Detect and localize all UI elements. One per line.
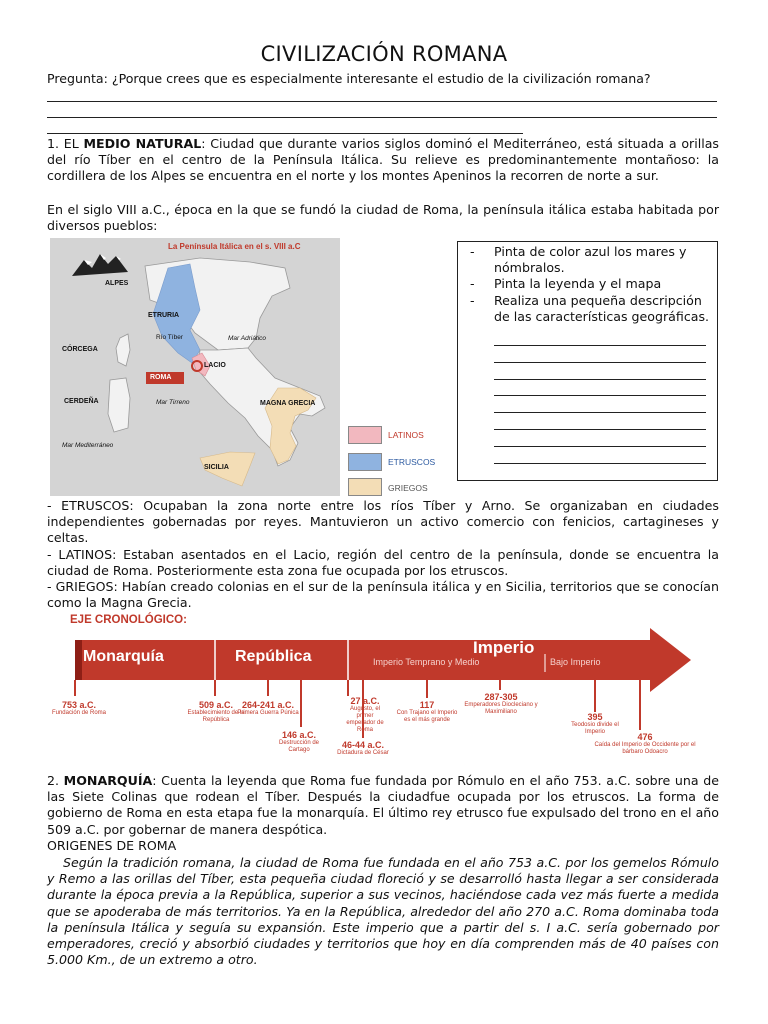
- event-date: 753 a.C.: [61, 700, 97, 710]
- event-desc: Caída del Imperio de Occidente por el bárbaro Odoacro: [594, 742, 696, 755]
- map-label-sicilia: SICILIA: [204, 464, 229, 471]
- timeline-event: [237, 700, 299, 717]
- map-label-cerdena: CERDEÑA: [64, 398, 99, 405]
- sardinia-shape: [108, 378, 130, 432]
- page-title: CIVILIZACIÓN ROMANA: [260, 42, 508, 66]
- period-bajo-imperio: Bajo Imperio: [550, 657, 601, 667]
- answer-line[interactable]: [494, 395, 706, 396]
- timeline-event: [49, 700, 109, 717]
- section-number: 1. EL: [47, 136, 84, 151]
- origenes-heading: ORIGENES DE ROMA: [47, 838, 177, 853]
- event-desc: Dictadura de César: [337, 750, 389, 756]
- period-republica: República: [235, 648, 312, 665]
- latinos-paragraph: - LATINOS: Estaban asentados en el Lacio, región del centro de la península, donde se encuentra la ciudad de Roma. Posteriormente esta zona fue ocupada por los etruscos.: [47, 547, 719, 579]
- map-label-mar-adriatico: Mar Adriático: [228, 335, 267, 342]
- answer-line[interactable]: [494, 345, 706, 346]
- task-item: - Realiza una pequeña descripción de las características geográficas.: [458, 293, 717, 325]
- section-monarquia: [47, 773, 719, 838]
- map-label-alpes: ALPES: [105, 280, 129, 287]
- map-label-lacio: LACIO: [204, 362, 226, 369]
- event-date: 476: [637, 732, 653, 742]
- section-heading: MEDIO NATURAL: [83, 136, 202, 151]
- map-label-mar-mediterraneo: Mar Mediterráneo: [62, 442, 114, 449]
- map-label-corcega: CÓRCEGA: [62, 346, 98, 353]
- etruscos-paragraph: - ETRUSCOS: Ocupaban la zona norte entre los ríos Tíber y Arno. Se organizaban en ciudades independientes gobernadas por reyes. Mantuvieron un activo comercio con fenicios, cartagineses y celtas.: [47, 498, 719, 546]
- section-body: : Ciudad que durante varios siglos dominó el Mediterráneo, está situada a orillas del río Tíber en el centro de la Península Itálica. Su relieve es predominantemente montañoso: la cordillera de los Alpes se encuentra en el norte y los montes Apeninos la recorren de norte a sur.: [47, 136, 719, 184]
- event-desc: Con Trajano el Imperio es el más grande: [396, 710, 458, 723]
- italy-map: [50, 238, 340, 496]
- event-desc: Fundación de Roma: [51, 710, 107, 716]
- answer-line[interactable]: [494, 463, 706, 464]
- answer-line[interactable]: [494, 429, 706, 430]
- answer-line: [47, 117, 717, 118]
- map-label-roma: ROMA: [150, 374, 172, 381]
- answer-line[interactable]: [494, 379, 706, 380]
- event-desc: Teodosio divide el Imperio: [571, 722, 619, 735]
- event-date: 264-241 a.C.: [241, 700, 295, 710]
- event-date: 27 a.C.: [350, 696, 380, 706]
- timeline-event: [337, 740, 389, 757]
- section-medio-natural: [47, 136, 719, 185]
- question-text: Pregunta: ¿Porque crees que es especialmente interesante el estudio de la civilización romana?: [47, 71, 651, 86]
- section-body: : Cuenta la leyenda que Roma fue fundada por Rómulo en el año 753. a.C. sobre una de las Siete Colinas que rodean el Tíber. Después la ciudadfue ocupada por los etruscos. La forma de gobierno de Roma en esta etapa fue la monarquía. El último rey etrusco fue expulsado del trono en el año 509 a.C. por gobernar de manera despótica.: [47, 773, 720, 837]
- event-date: 117: [419, 700, 435, 710]
- answer-line[interactable]: [494, 446, 706, 447]
- section-heading: MONARQUÍA: [63, 773, 153, 788]
- map-legend: [346, 420, 456, 500]
- timeline-event: [593, 732, 697, 756]
- timeline-event: [463, 692, 539, 716]
- event-desc: Primera Guerra Púnica: [237, 710, 299, 716]
- legend-swatch-etruscos: [348, 453, 382, 471]
- legend-label-etruscos: ETRUSCOS: [388, 457, 436, 467]
- period-imperio: Imperio: [473, 638, 535, 657]
- map-title: La Península Itálica en el s. VIII a.C: [168, 242, 301, 251]
- section-number: 2.: [47, 773, 64, 788]
- map-svg: [50, 238, 340, 496]
- task-box: [457, 241, 718, 481]
- timeline: [45, 612, 710, 762]
- griegos-paragraph: - GRIEGOS: Habían creado colonias en el sur de la península itálica y en Sicilia, territorios que se conocían como la Magna Grecia.: [47, 579, 719, 611]
- task-item: - Pinta de color azul los mares y nómbralos.: [458, 244, 717, 276]
- legend-label-griegos: GRIEGOS: [388, 483, 428, 493]
- event-desc: Emperadores Diocleciano y Maximiliano: [464, 702, 538, 715]
- event-desc: Destrucción de Cartago: [278, 740, 320, 753]
- map-label-mar-tirreno: Mar Tirreno: [156, 399, 190, 406]
- event-date: 509 a.C.: [198, 700, 234, 710]
- event-date: 287-305: [484, 692, 518, 702]
- paragraph-pueblos: En el siglo VIII a.C., época en la que se fundó la ciudad de Roma, la península itálica estaba habitada por diversos pueblos:: [47, 202, 719, 234]
- event-desc: Establecimiento de la República: [187, 710, 245, 723]
- timeline-event: [345, 696, 385, 734]
- event-date: 146 a.C.: [281, 730, 317, 740]
- timeline-event: [395, 700, 459, 724]
- period-monarquia: Monarquía: [83, 648, 164, 665]
- period-imperio-temprano: Imperio Temprano y Medio: [373, 657, 480, 667]
- timeline-event: [269, 730, 329, 754]
- answer-line: [47, 101, 717, 102]
- answer-line[interactable]: [494, 362, 706, 363]
- task-item: - Pinta la leyenda y el mapa: [458, 276, 717, 292]
- origenes-paragraph: Según la tradición romana, la ciudad de Roma fue fundada en el año 753 a.C. por los gemelos Rómulo y Remo a las orillas del Tíber, esta pequeña ciudad floreció y se desarrolló hasta llegar a ser considerada durante la época previa a la República, superior a sus vecinos, haciéndose cada vez más fuerte a medida que se apoderaba de más territorios. Ya en la República, alrededor del año 270 a.C. Roma dominaba toda la península Itálica y seguía su expansión. Este imperio que a partir del s. I a.C. sería gobernado por emperadores, creció y absorbió ciudades y territorios que hoy en día comprenden más de 40 países con 5.000 Km., de un extremo a otro.: [47, 855, 719, 968]
- legend-swatch-latinos: [348, 426, 382, 444]
- answer-line: [47, 133, 523, 134]
- timeline-title: EJE CRONOLÓGICO:: [70, 614, 187, 626]
- map-label-etruria: ETRURIA: [148, 312, 180, 319]
- map-label-magna-grecia: MAGNA GRECIA: [260, 400, 316, 407]
- answer-line[interactable]: [494, 412, 706, 413]
- map-label-rio-tiber: Río Tíber: [156, 334, 183, 341]
- event-desc: Augusto, el primer emperador de Roma: [346, 706, 384, 733]
- event-date: 46-44 a.C.: [341, 740, 385, 750]
- event-date: 395: [587, 712, 603, 722]
- legend-label-latinos: LATINOS: [388, 430, 424, 440]
- legend-swatch-griegos: [348, 478, 382, 496]
